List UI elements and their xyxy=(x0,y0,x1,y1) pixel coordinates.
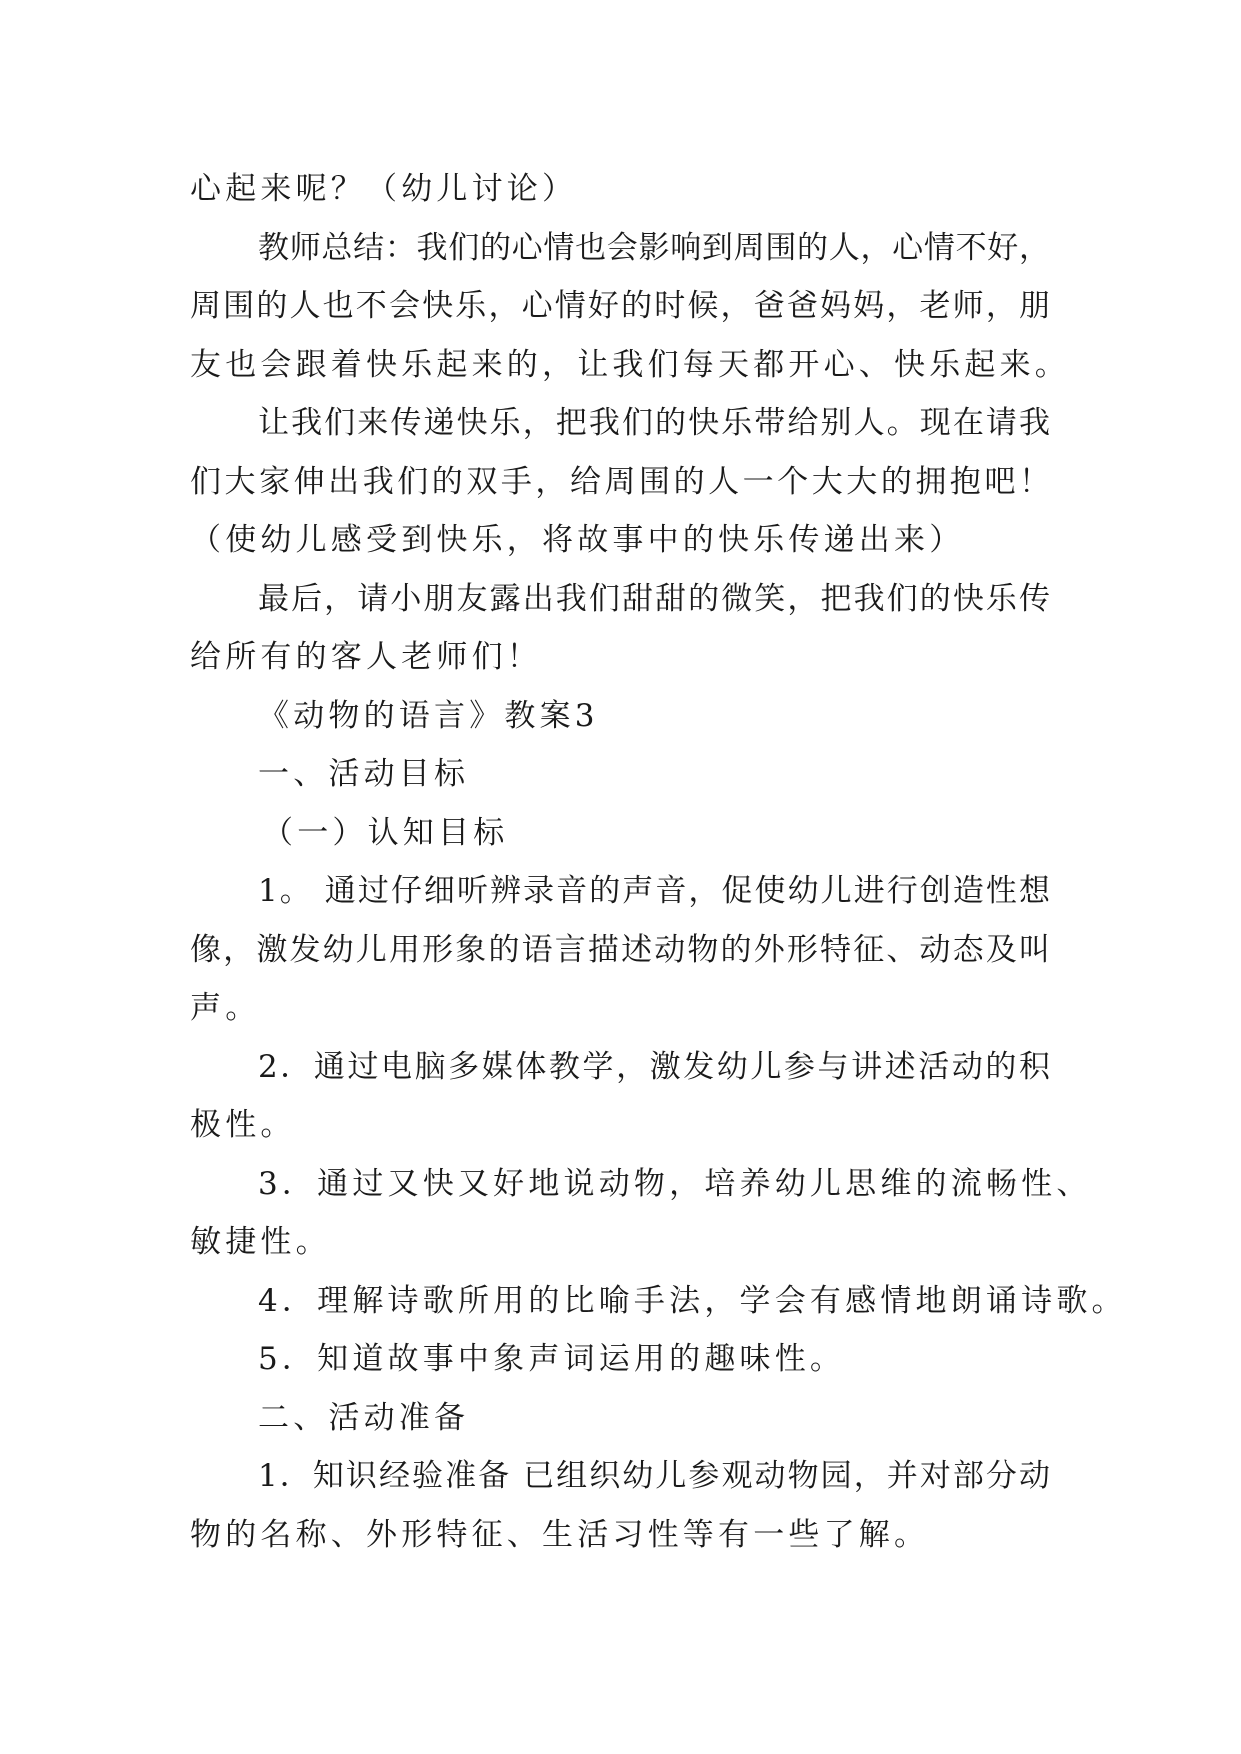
list-item-line: 声。 xyxy=(190,990,261,1026)
paragraph-line: 心起来呢？（幼儿讨论） xyxy=(190,171,578,207)
list-item-line: 3．通过又快又好地说动物，培养幼儿思维的流畅性、 xyxy=(258,1165,1092,1202)
list-item-line: 物的名称、外形特征、生活习性等有一些了解。 xyxy=(190,1516,930,1553)
paragraph-line: 周围的人也不会快乐，心情好的时候，爸爸妈妈，老师，朋 xyxy=(190,288,1050,324)
paragraph-line: （使幼儿感受到快乐，将故事中的快乐传递出来） xyxy=(190,522,965,558)
document-body xyxy=(190,160,1127,1564)
section-title: 《动物的语言》教案3 xyxy=(258,697,599,734)
list-item-line: 极性。 xyxy=(190,1107,296,1143)
paragraph-line: 教师总结：我们的心情也会影响到周围的人，心情不好， xyxy=(258,229,1050,266)
paragraph-line: 友也会跟着快乐起来的，让我们每天都开心、快乐起来。 xyxy=(190,346,1070,383)
list-item-line: 敏捷性。 xyxy=(190,1224,331,1260)
section-heading: 二、活动准备 xyxy=(258,1399,470,1436)
list-item-line: 4．理解诗歌所用的比喻手法，学会有感情地朗诵诗歌。 xyxy=(258,1282,1127,1319)
paragraph-line: 最后，请小朋友露出我们甜甜的微笑，把我们的快乐传 xyxy=(258,580,1050,617)
list-item-line: 5．知道故事中象声词运用的趣味性。 xyxy=(258,1341,846,1377)
list-item-line: 1。 通过仔细听辨录音的声音，促使幼儿进行创造性想 xyxy=(258,873,1050,909)
paragraph-line: 们大家伸出我们的双手，给周围的人一个大大的拥抱吧！ xyxy=(190,463,1050,500)
paragraph-line: 让我们来传递快乐，把我们的快乐带给别人。现在请我 xyxy=(258,405,1050,441)
list-item-line: 2．通过电脑多媒体教学，激发幼儿参与讲述活动的积 xyxy=(258,1048,1050,1085)
paragraph-line: 给所有的客人老师们！ xyxy=(190,639,542,675)
subsection-heading: （一）认知目标 xyxy=(262,814,509,851)
list-item-line: 1．知识经验准备 已组织幼儿参观动物园，并对部分动 xyxy=(258,1458,1050,1494)
list-item-line: 像，激发幼儿用形象的语言描述动物的外形特征、动态及叫 xyxy=(190,931,1050,968)
section-heading: 一、活动目标 xyxy=(258,756,470,792)
